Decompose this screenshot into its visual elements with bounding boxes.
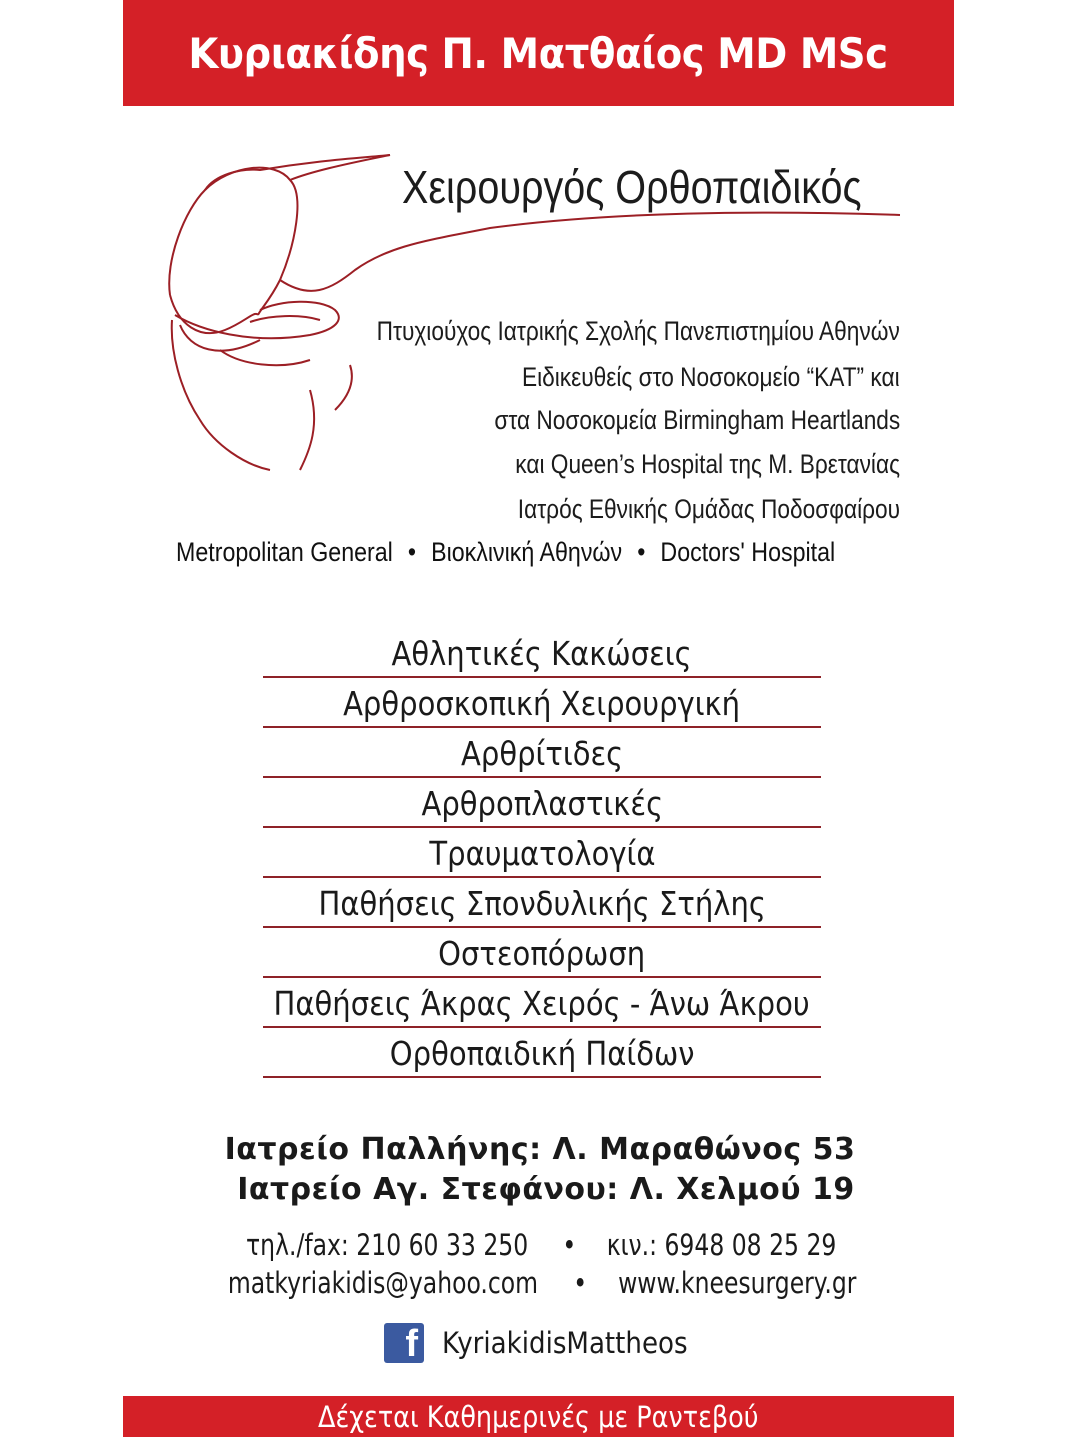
phone-fax[interactable]: τηλ./fax: 210 60 33 250 [246,1228,529,1262]
bullet-separator: • [562,1228,577,1262]
service-item: Οστεοπόρωση [263,928,821,978]
doctor-name: Κυριακίδης Π. Ματθαίος MD MSc [188,28,889,78]
bullet-separator: • [407,537,417,567]
service-item: Τραυματολογία [263,828,821,878]
bullet-separator: • [572,1266,587,1300]
office-addresses [0,1130,1080,1210]
hospital-name: Βιοκλινική Αθηνών [431,537,623,567]
phone-line [0,1226,1080,1264]
specialty-title: Χειρουργός Ορθοπαιδικός [402,161,862,213]
header-banner [123,0,954,106]
mobile-phone[interactable]: κιν.: 6948 08 25 29 [606,1228,837,1262]
service-item: Αρθρίτιδες [263,728,821,778]
service-item: Αρθροσκοπική Χειρουργική [263,678,821,728]
service-item: Παθήσεις Σπονδυλικής Στήλης [263,878,821,928]
hospital-name: Metropolitan General [176,537,393,567]
service-item: Ορθοπαιδική Παίδων [263,1028,821,1078]
service-item: Αρθροπλαστικές [263,778,821,828]
office-address: Ιατρείο Παλλήνης: Λ. Μαραθώνος 53 [224,1132,856,1167]
footer-banner [123,1396,954,1437]
office-address: Ιατρείο Αγ. Στεφάνου: Λ. Χελμού 19 [237,1172,855,1207]
facebook-handle[interactable]: KyriakidisMattheos [442,1326,688,1360]
bullet-separator: • [637,537,646,567]
contact-info [0,1226,1080,1302]
credential-line: Πτυχιούχος Ιατρικής Σχολής Πανεπιστημίου Αθηνών [376,316,900,346]
credential-line: στα Νοσοκομεία Birmingham Heartlands [494,405,900,435]
service-item: Αθλητικές Κακώσεις [263,628,821,678]
hospital-name: Doctors' Hospital [660,537,836,567]
services-list [263,628,821,1078]
website-link[interactable]: www.kneesurgery.gr [618,1266,857,1300]
facebook-icon: f [384,1323,424,1363]
web-line [0,1264,1080,1302]
credential-line: Ιατρός Εθνικής Ομάδας Ποδοσφαίρου [517,494,900,524]
service-item: Παθήσεις Άκρας Χειρός - Άνω Άκρου [263,978,821,1028]
facebook-link[interactable] [384,1322,715,1364]
appointment-note: Δέχεται Καθημερινές με Ραντεβού [318,1399,759,1434]
credential-line: και Queen’s Hospital της Μ. Βρετανίας [515,449,900,479]
credential-line: Ειδικευθείς στο Νοσοκομείο “ΚΑΤ” και [522,362,900,392]
hospitals-line [176,537,835,568]
email-link[interactable]: matkyriakidis@yahoo.com [227,1266,538,1300]
